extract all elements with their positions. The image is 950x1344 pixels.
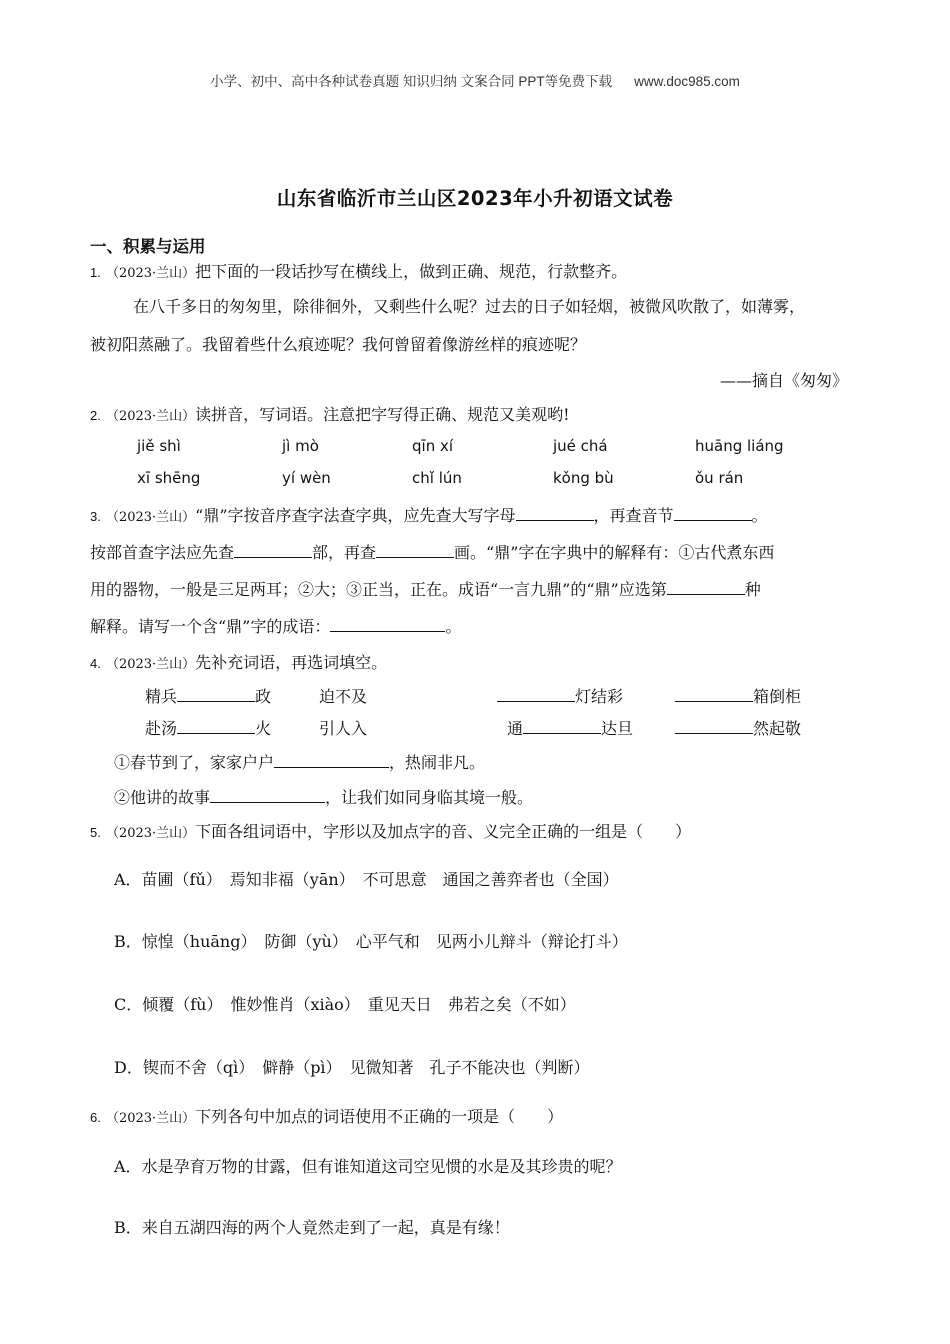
question-text: 种	[744, 580, 761, 599]
question-3-line	[90, 577, 761, 600]
passage-line: 在八千多日的匆匆里，除徘徊外，又剩些什么呢？过去的日子如轻烟，被微风吹散了，如薄雾，	[133, 297, 806, 316]
idiom-item	[507, 716, 633, 739]
question-tag: （2023·兰山）	[105, 510, 196, 525]
passage-line: 被初阳蒸融了。我留着些什么痕迹呢？我何曾留着像游丝样的痕迹呢？	[90, 335, 587, 354]
idiom-item	[145, 716, 271, 739]
pinyin-item: yí wèn	[282, 469, 331, 487]
question-tag: （2023·兰山）	[105, 409, 196, 424]
option-d[interactable]: D．锲而不舍（qì） 僻静（pì） 见微知著 孔子不能决也（判断）	[114, 1058, 590, 1077]
question-text: 按部首查字法应先查	[90, 543, 235, 562]
idiom-part: 箱倒柜	[753, 687, 802, 706]
question-prompt: 把下面的一段话抄写在横线上，做到正确、规范，行款整齐。	[195, 262, 628, 281]
pinyin-item: qīn xí	[412, 437, 454, 455]
pinyin-item: huāng liáng	[695, 437, 784, 455]
answer-blank[interactable]	[376, 542, 454, 558]
question-number: 6.	[90, 1110, 101, 1125]
answer-blank[interactable]	[177, 686, 255, 702]
question-3-line	[90, 614, 461, 637]
answer-blank[interactable]	[330, 616, 445, 632]
option-a[interactable]: A．苗圃（fǔ） 焉知非福（yān） 不可思意 通国之善弈者也（全国）	[114, 870, 619, 889]
option-b[interactable]: B．惊惶（huāng） 防御（yù） 心平气和 见两小儿辩斗（辩论打斗）	[114, 932, 628, 951]
question-number: 1.	[90, 265, 101, 280]
question-tag: （2023·兰山）	[105, 1111, 196, 1126]
idiom-item	[145, 684, 271, 707]
answer-blank[interactable]	[210, 787, 325, 803]
header-url[interactable]: www.doc985.com	[634, 74, 740, 89]
question-text: ，再查音节	[593, 506, 674, 525]
idiom-item	[675, 684, 801, 707]
answer-blank[interactable]	[674, 505, 752, 521]
answer-blank[interactable]	[675, 718, 753, 734]
question-text: 。	[751, 506, 768, 525]
fill-sentence	[114, 750, 485, 773]
idiom-part: 然起敬	[753, 719, 802, 738]
option-a[interactable]: A．水是孕育万物的甘露，但有谁知道这司空见惯的水是及其珍贵的呢？	[114, 1157, 622, 1176]
pinyin-item: jiě shì	[137, 437, 181, 455]
pinyin-item: ǒu rán	[695, 469, 744, 487]
answer-blank[interactable]	[523, 718, 601, 734]
header-text: 小学、初中、高中各种试卷真题 知识归纳 文案合同 PPT等免费下载	[210, 74, 613, 89]
question-number: 3.	[90, 509, 101, 524]
idiom-part: 政	[255, 687, 272, 706]
question-text: 部，再查	[312, 543, 377, 562]
pinyin-item: chǐ lún	[412, 469, 462, 487]
question-1	[90, 259, 627, 282]
question-number: 4.	[90, 656, 101, 671]
answer-blank[interactable]	[675, 686, 753, 702]
question-5	[90, 819, 691, 842]
idiom-part: 火	[255, 719, 272, 738]
answer-blank[interactable]	[667, 579, 745, 595]
answer-blank[interactable]	[177, 718, 255, 734]
sentence-part: ，热闹非凡。	[389, 753, 486, 772]
question-tag: （2023·兰山）	[105, 266, 196, 281]
idiom-part: 迫不及	[319, 687, 368, 706]
question-text: 画。“鼎”字在字典中的解释有：①古代煮东西	[454, 543, 775, 562]
idiom-part: 精兵	[145, 687, 178, 706]
idiom-part: 通	[507, 719, 524, 738]
page-title: 山东省临沂市兰山区2023年小升初语文试卷	[276, 187, 674, 210]
question-tag: （2023·兰山）	[105, 826, 196, 841]
option-b[interactable]: B．来自五湖四海的两个人竟然走到了一起，真是有缘！	[114, 1218, 510, 1237]
answer-blank[interactable]	[516, 505, 594, 521]
pinyin-item: xī shēng	[137, 469, 201, 487]
question-number: 2.	[90, 408, 101, 423]
idiom-part: 赴汤	[145, 719, 178, 738]
question-prompt: 读拼音，写词语。注意把字写得正确、规范又美观哟!	[195, 405, 570, 424]
pinyin-item: kǒng bù	[553, 469, 614, 487]
question-text: 解释。请写一个含“鼎”字的成语：	[90, 617, 331, 636]
pinyin-item: jué chá	[553, 437, 608, 455]
fill-sentence	[114, 785, 533, 808]
idiom-part: 灯结彩	[575, 687, 624, 706]
page-header	[0, 70, 950, 90]
pinyin-item: jì mò	[282, 437, 319, 455]
idiom-item	[319, 684, 367, 707]
idiom-part: 达旦	[601, 719, 634, 738]
section-heading: 一、积累与运用	[90, 237, 206, 256]
answer-blank[interactable]	[234, 542, 312, 558]
idiom-part: 引人入	[319, 719, 368, 738]
question-text: “鼎”字按音序查字法查字典，应先查大写字母	[195, 506, 516, 525]
question-3-line	[90, 540, 774, 563]
question-2	[90, 402, 570, 425]
question-prompt: 先补充词语，再选词填空。	[195, 653, 388, 672]
idiom-item	[497, 684, 623, 707]
question-tag: （2023·兰山）	[105, 657, 196, 672]
question-6	[90, 1104, 563, 1127]
question-4	[90, 650, 387, 673]
option-c[interactable]: C．倾覆（fù） 惟妙惟肖（xiào） 重见天日 弗若之矣（不如）	[114, 995, 576, 1014]
question-3	[90, 503, 768, 526]
answer-blank[interactable]	[497, 686, 575, 702]
idiom-item	[319, 716, 367, 739]
question-prompt: 下列各句中加点的词语使用不正确的一项是（ ）	[195, 1107, 564, 1126]
question-text: 。	[445, 617, 462, 636]
sentence-part: ①春节到了，家家户户	[114, 753, 275, 772]
question-number: 5.	[90, 825, 101, 840]
answer-blank[interactable]	[274, 752, 389, 768]
sentence-part: ②他讲的故事	[114, 788, 211, 807]
question-text: 用的器物，一般是三足两耳；②大；③正当，正在。成语“一言九鼎”的“鼎”应选第	[90, 580, 667, 599]
passage-source: ——摘自《匆匆》	[720, 371, 849, 390]
sentence-part: ，让我们如同身临其境一般。	[325, 788, 534, 807]
idiom-item	[675, 716, 801, 739]
question-prompt: 下面各组词语中，字形以及加点字的音、义完全正确的一组是（ ）	[195, 822, 692, 841]
